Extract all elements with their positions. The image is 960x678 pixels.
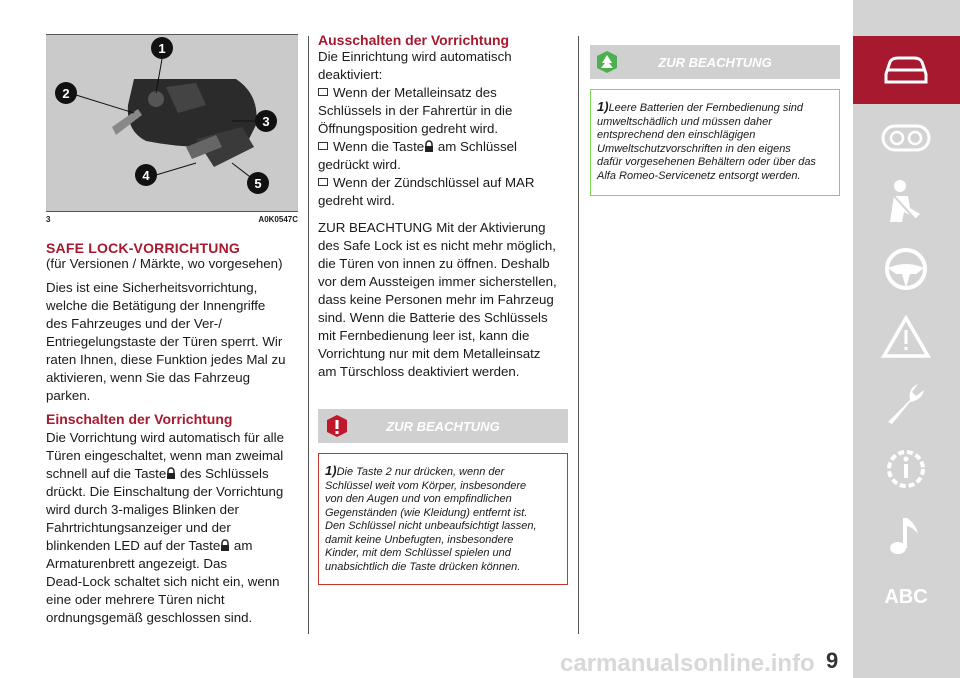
warning-line: von den Augen und von empfindlichen [325,493,512,505]
bullet-item: Wenn der Metalleinsatz des [318,84,568,102]
intro-line: des Fahrzeuges und der Ver-/ [46,316,222,331]
wrench-icon[interactable] [880,380,932,426]
column-3 [590,45,840,196]
figure-caption [46,211,298,224]
key-illustration [46,35,298,211]
deactivation-line: deaktiviert: [318,67,383,82]
bullet-line: gedreht wird. [318,193,395,208]
warning-box [318,453,568,585]
bullet-item: Wenn die Taste am Schlüssel [318,138,568,156]
dashboard-icon[interactable] [880,114,932,160]
warning-header [318,409,568,443]
car-icon[interactable] [880,46,932,92]
bullet-item: Wenn der Zündschlüssel auf MAR [318,174,568,192]
steering-wheel-icon[interactable] [880,246,932,292]
column-divider [308,36,309,634]
environment-note-box [590,89,840,196]
svg-text:1: 1 [158,41,166,56]
intro-line: raten Ihnen, diese Funktion jedes Mal zu [46,352,286,367]
note-line: sind. Wenn die Batterie des Schlüssels [318,310,548,325]
svg-text:2: 2 [62,86,70,101]
warning-triangle-icon[interactable] [880,314,932,360]
environment-note-line: umweltschädlich und müssen daher [597,115,772,128]
note-line: ZUR BEACHTUNG Mit der Aktivierung [318,220,546,235]
section-subheading: (für Versionen / Märkte, wo vorgesehen) [46,256,283,271]
activation-line: eine oder mehrere Türen nicht [46,592,225,607]
music-note-icon[interactable] [880,512,932,558]
warning-line: damit keine Unbefugten, insbesondere [325,533,514,546]
environment-note-title: ZUR BEACHTUNG [658,55,772,70]
page-number: 9 [826,648,839,673]
column-1 [46,240,298,627]
lock-icon [424,140,434,152]
warning-line: Den Schlüssel nicht unbeaufsichtigt lassen, [325,520,537,532]
note-line: am Türschloss deaktiviert werden. [318,364,520,379]
intro-line: aktivieren, wenn Sie das Fahrzeug [46,370,250,385]
watermark: carmanualsonline.info [560,650,815,677]
intro-line: Dies ist eine Sicherheitsvorrichtung, [46,280,258,295]
bullet-line: Schlüssels in der Fahrertür in die [318,103,513,118]
note-line: mit Fernbedienung leer ist, kann die [318,328,530,343]
warning-line: unabsichtlich die Taste drücken können. [325,560,521,573]
lock-icon [166,467,176,479]
activation-line: Dead-Lock schaltet sich nicht ein, wenn [46,574,280,589]
column-2 [318,32,568,585]
activation-line: ordnungsgemäß geschlossen sind. [46,610,253,625]
environment-note-line: Umweltschutzvorschriften in den eigens [597,142,791,155]
abc-index-label[interactable]: ABC [884,586,928,608]
svg-text:5: 5 [254,176,262,191]
bullet-line: Öffnungsposition gedreht wird. [318,121,499,136]
activation-line: schnell auf die Taste des Schlüssels [46,466,269,481]
svg-text:3: 3 [262,114,270,129]
activation-line: blinkenden LED auf der Taste am [46,538,253,553]
environment-note-header [590,45,840,79]
activation-line: Die Vorrichtung wird automatisch für alle [46,430,284,445]
info-gear-icon[interactable] [880,446,932,492]
callout-5 [247,172,269,194]
note-line: Vorrichtung nur mit dem Metalleinsatz [318,346,541,361]
key-figure [46,34,298,211]
deactivation-line: Die Einrichtung wird automatisch [318,49,512,64]
warning-block [318,409,568,585]
figure-number: 3 [46,215,51,224]
note-line: vor dem Aussteigen immer sicherstellen, [318,274,557,289]
figure-code: A0K0547C [258,215,298,224]
callout-3 [255,110,277,132]
warning-line: Gegenständen (wie Kleidung) entfernt ist. [325,506,528,519]
warning-title: ZUR BEACHTUNG [386,419,500,434]
lock-icon [220,539,230,551]
activation-line: Fahrtrichtungsanzeiger und der [46,520,231,535]
warning-line: Kinder, mit dem Schlüssel spielen und [325,547,511,559]
intro-line: Entriegelungstaste der Türen sperrt. Wir [46,334,283,349]
activation-line: drückt. Die Einschaltung der Vorrichtung [46,484,284,499]
section-heading: SAFE LOCK-VORRICHTUNG [46,240,240,256]
environment-note-line: Alfa Romeo-Servicenetz entsorgt werden. [597,169,801,182]
callout-2 [55,82,77,104]
environment-note-line: entsprechend den einschlägigen [597,129,756,141]
callout-1 [151,37,173,59]
environment-note-line: dafür vorgesehenen Behältern oder über das [597,156,816,168]
svg-text:4: 4 [142,168,150,183]
warning-line: Schlüssel weit vom Körper, insbesondere [325,479,527,492]
callout-4 [135,164,157,186]
environment-note-line: 1)Leere Batterien der Fernbedienung sind [597,99,804,114]
intro-line: welche die Betätigung der Innengriffe [46,298,266,313]
intro-line: parken. [46,388,91,403]
intro-paragraph [46,279,298,405]
bullet-line: gedrückt wird. [318,157,401,172]
activation-line: Türen eingeschaltet, wenn man zweimal [46,448,284,463]
activation-paragraph [46,429,298,627]
column-divider [578,36,579,634]
activation-line: wird durch 3-maliges Blinken der [46,502,239,517]
seatbelt-person-icon[interactable] [880,178,932,224]
note-line: dass keine Personen mehr im Fahrzeug [318,292,554,307]
note-line: die Türen von innen zu öffnen. Deshalb [318,256,550,271]
note-line: des Safe Lock ist es nicht mehr möglich, [318,238,556,253]
activation-line: Armaturenbrett angezeigt. Das [46,556,228,571]
deactivation-heading: Ausschalten der Vorrichtung [318,32,510,48]
note-paragraph [318,219,568,381]
warning-line: 1)Die Taste 2 nur drücken, wenn der [325,463,505,478]
activation-heading: Einschalten der Vorrichtung [46,411,233,427]
